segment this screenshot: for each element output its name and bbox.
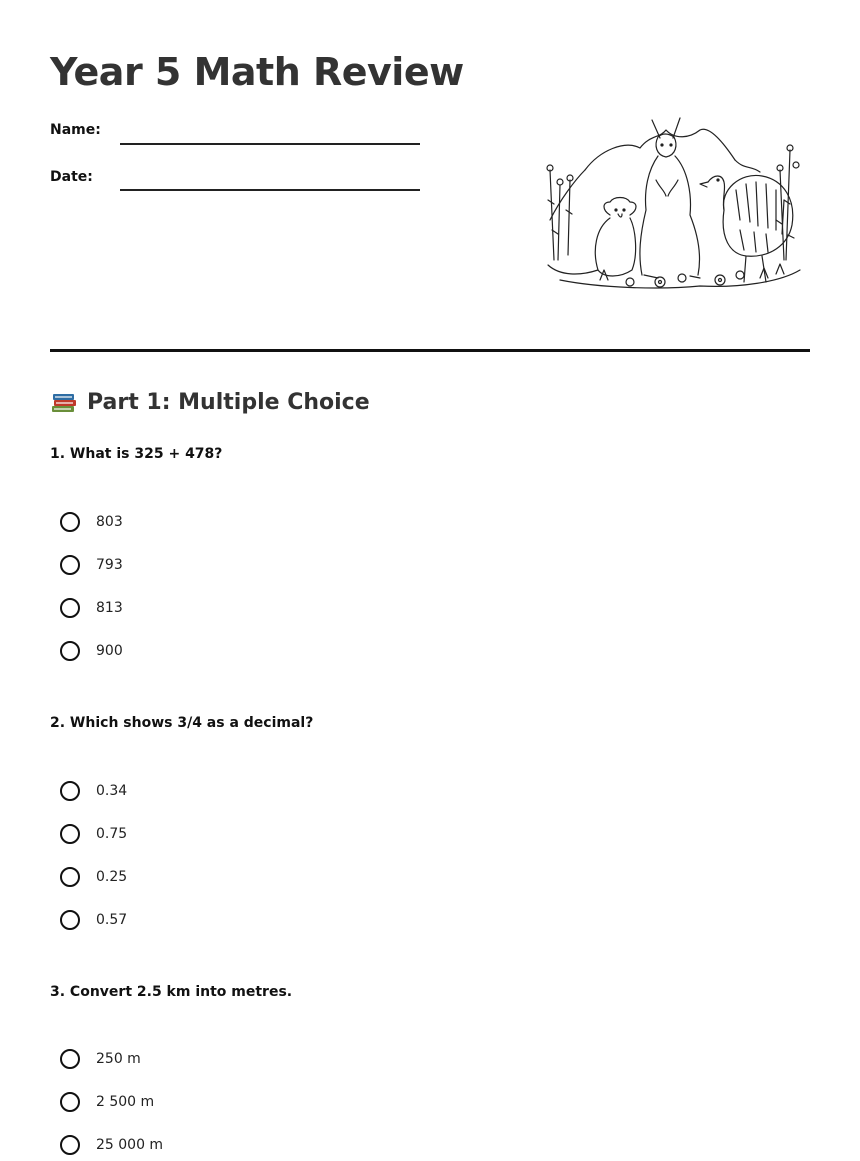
radio-button[interactable] bbox=[60, 555, 80, 575]
option-label: 0.25 bbox=[96, 869, 128, 885]
q2-option-2[interactable] bbox=[60, 822, 127, 846]
section-heading-text: Part 1: Multiple Choice bbox=[87, 389, 370, 415]
option-label: 2 500 m bbox=[96, 1094, 155, 1110]
date-label: Date: bbox=[50, 169, 93, 185]
section-heading bbox=[50, 388, 370, 416]
q2-option-1[interactable] bbox=[60, 779, 127, 803]
option-label: 900 bbox=[96, 643, 123, 659]
q3-option-2[interactable] bbox=[60, 1090, 154, 1114]
radio-button[interactable] bbox=[60, 641, 80, 661]
option-label: 0.34 bbox=[96, 783, 128, 799]
option-label: 25 000 m bbox=[96, 1137, 164, 1153]
question-2: 2. Which shows 3/4 as a decimal? bbox=[50, 715, 314, 731]
question-1: 1. What is 325 + 478? bbox=[50, 446, 223, 462]
books-icon bbox=[50, 388, 78, 416]
australian-animals-illustration bbox=[540, 110, 805, 300]
radio-button[interactable] bbox=[60, 910, 80, 930]
name-label: Name: bbox=[50, 122, 101, 138]
option-label: 803 bbox=[96, 514, 123, 530]
q1-option-1[interactable] bbox=[60, 510, 123, 534]
name-field[interactable] bbox=[120, 143, 420, 145]
section-divider bbox=[50, 349, 810, 352]
q3-option-1[interactable] bbox=[60, 1047, 141, 1071]
radio-button[interactable] bbox=[60, 1092, 80, 1112]
radio-button[interactable] bbox=[60, 824, 80, 844]
q1-option-4[interactable] bbox=[60, 639, 123, 663]
question-3: 3. Convert 2.5 km into metres. bbox=[50, 984, 293, 1000]
radio-button[interactable] bbox=[60, 1135, 80, 1155]
q2-option-3[interactable] bbox=[60, 865, 127, 889]
option-label: 793 bbox=[96, 557, 123, 573]
q3-option-3[interactable] bbox=[60, 1133, 163, 1157]
q1-option-2[interactable] bbox=[60, 553, 123, 577]
option-label: 0.57 bbox=[96, 912, 128, 928]
q2-option-4[interactable] bbox=[60, 908, 127, 932]
q1-option-3[interactable] bbox=[60, 596, 123, 620]
radio-button[interactable] bbox=[60, 781, 80, 801]
option-label: 0.75 bbox=[96, 826, 128, 842]
worksheet-title: Year 5 Math Review bbox=[50, 50, 464, 94]
option-label: 250 m bbox=[96, 1051, 141, 1067]
radio-button[interactable] bbox=[60, 598, 80, 618]
radio-button[interactable] bbox=[60, 867, 80, 887]
radio-button[interactable] bbox=[60, 1049, 80, 1069]
radio-button[interactable] bbox=[60, 512, 80, 532]
option-label: 813 bbox=[96, 600, 123, 616]
date-field[interactable] bbox=[120, 189, 420, 191]
